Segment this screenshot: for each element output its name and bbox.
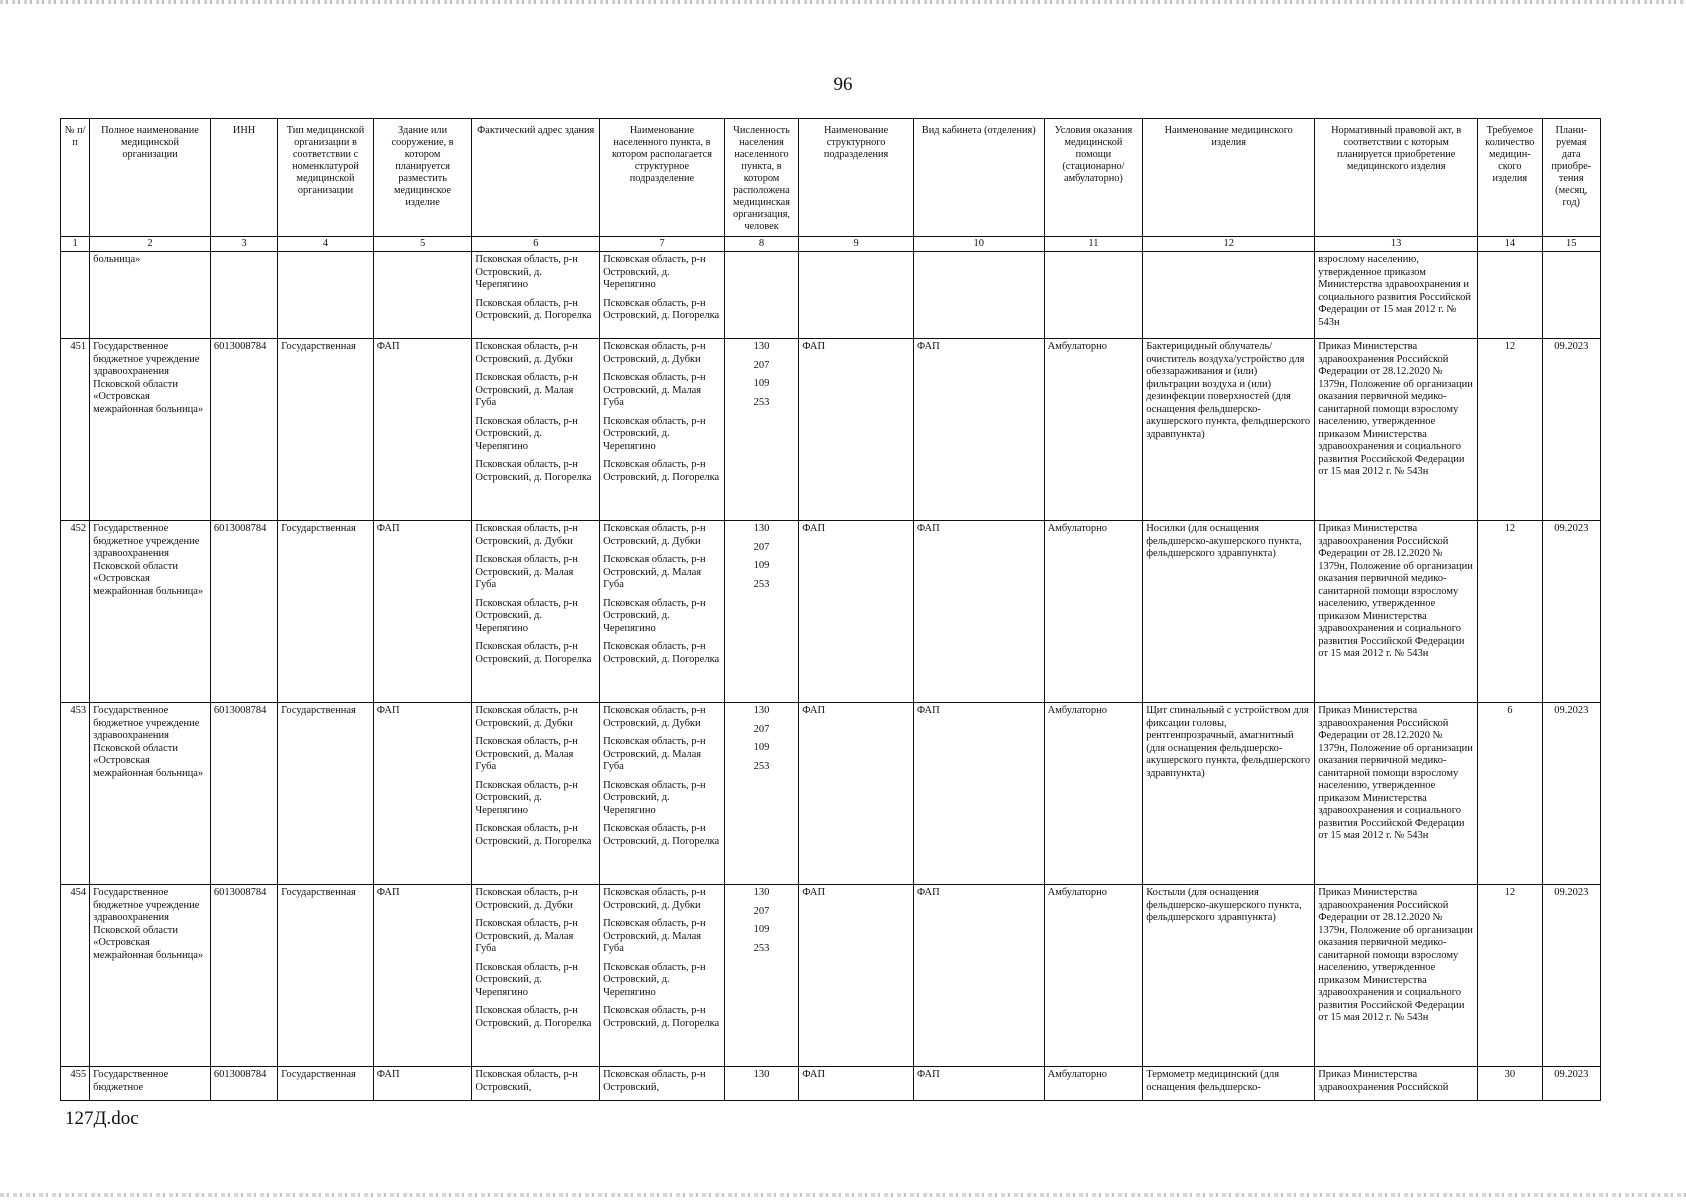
cell-num: 451 [61, 339, 90, 521]
cell-population [724, 885, 798, 1067]
column-number-row [61, 237, 1601, 252]
header-cell: Полное наименование медицинской организации [90, 119, 211, 237]
cell-cabinet: ФАП [913, 1067, 1044, 1101]
address-entry: Псковская область, р-н Островский, д. Погорелка [475, 297, 592, 321]
cell-org: Государственное бюджетное учреждение здравоохранения Псковской области «Островская межрайонная больница» [90, 703, 211, 885]
column-number: 4 [278, 237, 374, 252]
settlement-entry: Псковская область, р-н Островский, д. Погорелка [603, 1005, 720, 1029]
cell-act: Приказ Министерства здравоохранения Российской Федерации от 28.12.2020 № 1379н, Положение об организации оказания первичной медико-санитарной помощи взрослому населению, утвержденное приказом Министерства здравоохранения и социального развития Российской Федерации от 15 мая 2012 г. № 543н [1315, 339, 1478, 521]
header-cell: Тип медицинской организации в соответствии с номенклатурой медицинской организации [278, 119, 374, 237]
population-value: 207 [753, 359, 770, 371]
column-number: 3 [210, 237, 277, 252]
scan-edge-bottom [0, 1193, 1686, 1197]
cell-unit: ФАП [799, 1067, 914, 1101]
settlement-entry: Псковская область, р-н Островский, д. Черепягино [603, 779, 706, 816]
address-entry: Псковская область, р-н Островский, д. Дубки [475, 523, 578, 547]
cell-unit: ФАП [799, 703, 914, 885]
header-row [61, 119, 1601, 237]
settlement-entry: Псковская область, р-н Островский, д. Дубки [603, 887, 706, 911]
cell-inn [210, 252, 277, 339]
cell-conditions: Амбулаторно [1044, 339, 1143, 521]
address-entry: Псковская область, р-н Островский, д. Черепягино [475, 779, 578, 816]
cell-building [373, 252, 472, 339]
settlement-entry: Псковская область, р-н Островский, [603, 1069, 706, 1093]
header-cell: Требуемое количество медицин-ского изделия [1478, 119, 1542, 237]
cell-settlements [600, 521, 725, 703]
cell-addresses [472, 703, 600, 885]
cell-conditions: Амбулаторно [1044, 521, 1143, 703]
cell-act: Приказ Министерства здравоохранения Российской Федерации от 28.12.2020 № 1379н, Положение об организации оказания первичной медико-санитарной помощи взрослому населению, утвержденное приказом Министерства здравоохранения и социального развития Российской Федерации от 15 мая 2012 г. № 543н [1315, 885, 1478, 1067]
cell-settlements [600, 703, 725, 885]
table-row [61, 1067, 1601, 1101]
header-cell: Численность населения населенного пункта, в котором расположена медицинская организация, человек [724, 119, 798, 237]
cell-device: Костыли (для оснащения фельдшерско-акушерского пункта, фельдшерского здравпункта) [1143, 885, 1315, 1067]
address-entry: Псковская область, р-н Островский, д. Погорелка [475, 1005, 592, 1029]
settlement-entry: Псковская область, р-н Островский, д. Малая Губа [603, 372, 706, 408]
cell-addresses [472, 885, 600, 1067]
continuation-row [61, 252, 1601, 339]
population-value: 109 [753, 560, 770, 571]
address-entry: Псковская область, р-н Островский, д. Малая Губа [475, 918, 578, 954]
cell-population [724, 1067, 798, 1101]
cell-qty [1478, 252, 1542, 339]
cell-building: ФАП [373, 521, 472, 703]
address-entry: Псковская область, р-н Островский, [475, 1069, 578, 1093]
cell-addresses [472, 521, 600, 703]
cell-inn: 6013008784 [210, 703, 277, 885]
header-cell: Наименование населенного пункта, в котором располагается структурное подразделение [600, 119, 725, 237]
cell-device: Носилки (для оснащения фельдшерско-акушерского пункта, фельдшерского здравпункта) [1143, 521, 1315, 703]
population-value: 130 [753, 705, 770, 716]
cell-conditions: Амбулаторно [1044, 703, 1143, 885]
header-cell: Плани-руемая дата приобре-тения (месяц, год) [1542, 119, 1600, 237]
cell-settlements [600, 885, 725, 1067]
cell-building: ФАП [373, 885, 472, 1067]
population-value: 253 [753, 578, 770, 590]
address-entry: Псковская область, р-н Островский, д. Черепягино [475, 254, 578, 290]
settlement-entry: Псковская область, р-н Островский, д. Малая Губа [603, 736, 706, 772]
header-cell: Условия оказания медицинской помощи (стационарно/ амбулаторно) [1044, 119, 1143, 237]
cell-building: ФАП [373, 703, 472, 885]
cell-qty: 12 [1478, 885, 1542, 1067]
cell-org: больница» [90, 252, 211, 339]
population-value: 253 [753, 396, 770, 408]
cell-unit: ФАП [799, 521, 914, 703]
population-value: 253 [753, 760, 770, 772]
cell-cabinet: ФАП [913, 703, 1044, 885]
address-entry: Псковская область, р-н Островский, д. Черепягино [475, 961, 578, 998]
cell-addresses [472, 339, 600, 521]
cell-num [61, 252, 90, 339]
header-cell: Здание или сооружение, в котором планируется разместить медицинское изделие [373, 119, 472, 237]
column-number: 5 [373, 237, 472, 252]
header-cell: Нормативный правовой акт, в соответствии с которым планируется приобретение медицинского изделия [1315, 119, 1478, 237]
header-cell: Вид кабинета (отделения) [913, 119, 1044, 237]
cell-date: 09.2023 [1542, 339, 1600, 521]
scan-edge-top [0, 0, 1686, 4]
settlement-entry: Псковская область, р-н Островский, д. Малая Губа [603, 918, 706, 954]
population-value: 130 [753, 523, 770, 534]
cell-inn: 6013008784 [210, 521, 277, 703]
cell-type: Государственная [278, 885, 374, 1067]
address-entry: Псковская область, р-н Островский, д. Дубки [475, 705, 578, 729]
settlement-entry: Псковская область, р-н Островский, д. Черепягино [603, 597, 706, 634]
cell-device: Бактерицидный облучатель/очиститель воздуха/устройство для обеззараживания и (или) фильтрации воздуха и (или) дезинфекции поверхностей (для оснащения фельдшерско-акушерского пункта, фельдшерского здравпункта) [1143, 339, 1315, 521]
column-number: 1 [61, 237, 90, 252]
cell-unit: ФАП [799, 339, 914, 521]
table-row [61, 885, 1601, 1067]
address-entry: Псковская область, р-н Островский, д. Погорелка [475, 823, 592, 847]
cell-conditions [1044, 252, 1143, 339]
population-value: 130 [753, 1069, 770, 1080]
cell-cabinet: ФАП [913, 339, 1044, 521]
cell-population [724, 521, 798, 703]
cell-qty: 12 [1478, 339, 1542, 521]
cell-type: Государственная [278, 703, 374, 885]
settlement-entry: Псковская область, р-н Островский, д. Черепягино [603, 961, 706, 998]
cell-type: Государственная [278, 339, 374, 521]
header-cell: Наименование медицинского изделия [1143, 119, 1315, 237]
cell-cabinet: ФАП [913, 521, 1044, 703]
cell-date: 09.2023 [1542, 521, 1600, 703]
settlement-entry: Псковская область, р-н Островский, д. Погорелка [603, 459, 720, 483]
population-value: 253 [753, 942, 770, 954]
cell-date: 09.2023 [1542, 703, 1600, 885]
column-number: 2 [90, 237, 211, 252]
cell-org: Государственное бюджетное [90, 1067, 211, 1101]
cell-population [724, 703, 798, 885]
cell-num: 452 [61, 521, 90, 703]
population-value: 130 [753, 341, 770, 352]
cell-settlements [600, 339, 725, 521]
column-number: 14 [1478, 237, 1542, 252]
cell-device: Щит спинальный с устройством для фиксации головы, рентгенпрозрачный, амагнитный (для оснащения фельдшерско-акушерского пункта, фельдшерского здравпункта) [1143, 703, 1315, 885]
column-number: 11 [1044, 237, 1143, 252]
cell-addresses [472, 1067, 600, 1101]
cell-num: 455 [61, 1067, 90, 1101]
cell-act: Приказ Министерства здравоохранения Российской [1315, 1067, 1478, 1101]
cell-type: Государственная [278, 1067, 374, 1101]
settlement-entry: Псковская область, р-н Островский, д. Дубки [603, 341, 706, 365]
cell-device [1143, 252, 1315, 339]
population-value: 130 [753, 887, 770, 898]
cell-inn: 6013008784 [210, 885, 277, 1067]
cell-population [724, 252, 798, 339]
cell-building: ФАП [373, 1067, 472, 1101]
settlement-entry: Псковская область, р-н Островский, д. Погорелка [603, 641, 720, 665]
column-number: 10 [913, 237, 1044, 252]
cell-org: Государственное бюджетное учреждение здравоохранения Псковской области «Островская межрайонная больница» [90, 339, 211, 521]
cell-building: ФАП [373, 339, 472, 521]
column-number: 8 [724, 237, 798, 252]
settlement-entry: Псковская область, р-н Островский, д. Погорелка [603, 297, 720, 321]
column-number: 13 [1315, 237, 1478, 252]
address-entry: Псковская область, р-н Островский, д. Дубки [475, 887, 578, 911]
column-number: 9 [799, 237, 914, 252]
population-value: 109 [753, 924, 770, 935]
document-filename: 127Д.doc [65, 1108, 139, 1129]
cell-inn: 6013008784 [210, 339, 277, 521]
cell-num: 454 [61, 885, 90, 1067]
cell-date: 09.2023 [1542, 885, 1600, 1067]
address-entry: Псковская область, р-н Островский, д. Погорелка [475, 459, 592, 483]
cell-qty: 6 [1478, 703, 1542, 885]
cell-conditions: Амбулаторно [1044, 885, 1143, 1067]
cell-inn: 6013008784 [210, 1067, 277, 1101]
settlement-entry: Псковская область, р-н Островский, д. Дубки [603, 523, 706, 547]
table-row [61, 339, 1601, 521]
cell-settlements [600, 252, 725, 339]
address-entry: Псковская область, р-н Островский, д. Малая Губа [475, 372, 578, 408]
cell-type [278, 252, 374, 339]
cell-date [1542, 252, 1600, 339]
cell-act: Приказ Министерства здравоохранения Российской Федерации от 28.12.2020 № 1379н, Положение об организации оказания первичной медико-санитарной помощи взрослому населению, утвержденное приказом Министерства здравоохранения и социального развития Российской Федерации от 15 мая 2012 г. № 543н [1315, 703, 1478, 885]
settlement-entry: Псковская область, р-н Островский, д. Погорелка [603, 823, 720, 847]
population-value: 207 [753, 723, 770, 735]
population-value: 109 [753, 742, 770, 753]
cell-type: Государственная [278, 521, 374, 703]
cell-qty: 12 [1478, 521, 1542, 703]
address-entry: Псковская область, р-н Островский, д. Черепягино [475, 415, 578, 452]
cell-population [724, 339, 798, 521]
column-number: 7 [600, 237, 725, 252]
cell-cabinet [913, 252, 1044, 339]
settlement-entry: Псковская область, р-н Островский, д. Черепягино [603, 254, 706, 290]
column-number: 12 [1143, 237, 1315, 252]
address-entry: Псковская область, р-н Островский, д. Малая Губа [475, 554, 578, 590]
column-number: 15 [1542, 237, 1600, 252]
page-number: 96 [833, 74, 853, 95]
cell-act: Приказ Министерства здравоохранения Российской Федерации от 28.12.2020 № 1379н, Положение об организации оказания первичной медико-санитарной помощи взрослому населению, утвержденное приказом Министерства здравоохранения и социального развития Российской Федерации от 15 мая 2012 г. № 543н [1315, 521, 1478, 703]
population-value: 109 [753, 378, 770, 389]
address-entry: Псковская область, р-н Островский, д. Погорелка [475, 641, 592, 665]
header-cell: Наименование структурного подразделения [799, 119, 914, 237]
cell-qty: 30 [1478, 1067, 1542, 1101]
header-cell: ИНН [210, 119, 277, 237]
cell-conditions: Амбулаторно [1044, 1067, 1143, 1101]
cell-org: Государственное бюджетное учреждение здравоохранения Псковской области «Островская межрайонная больница» [90, 521, 211, 703]
population-value: 207 [753, 905, 770, 917]
population-value: 207 [753, 541, 770, 553]
cell-settlements [600, 1067, 725, 1101]
table-row [61, 703, 1601, 885]
address-entry: Псковская область, р-н Островский, д. Малая Губа [475, 736, 578, 772]
cell-addresses [472, 252, 600, 339]
address-entry: Псковская область, р-н Островский, д. Черепягино [475, 597, 578, 634]
header-cell: № п/п [61, 119, 90, 237]
cell-cabinet: ФАП [913, 885, 1044, 1067]
cell-unit: ФАП [799, 885, 914, 1067]
cell-device: Термометр медицинский (для оснащения фельдшерско- [1143, 1067, 1315, 1101]
settlement-entry: Псковская область, р-н Островский, д. Малая Губа [603, 554, 706, 590]
column-number: 6 [472, 237, 600, 252]
cell-date: 09.2023 [1542, 1067, 1600, 1101]
cell-act: взрослому населению, утвержденное приказом Министерства здравоохранения и социального развития Российской Федерации от 15 мая 2012 г. № 543н [1315, 252, 1478, 339]
cell-unit [799, 252, 914, 339]
cell-org: Государственное бюджетное учреждение здравоохранения Псковской области «Островская межрайонная больница» [90, 885, 211, 1067]
settlement-entry: Псковская область, р-н Островский, д. Черепягино [603, 415, 706, 452]
medical-device-register-table [60, 118, 1601, 1101]
settlement-entry: Псковская область, р-н Островский, д. Дубки [603, 705, 706, 729]
cell-num: 453 [61, 703, 90, 885]
table-row [61, 521, 1601, 703]
header-cell: Фактический адрес здания [472, 119, 600, 237]
address-entry: Псковская область, р-н Островский, д. Дубки [475, 341, 578, 365]
